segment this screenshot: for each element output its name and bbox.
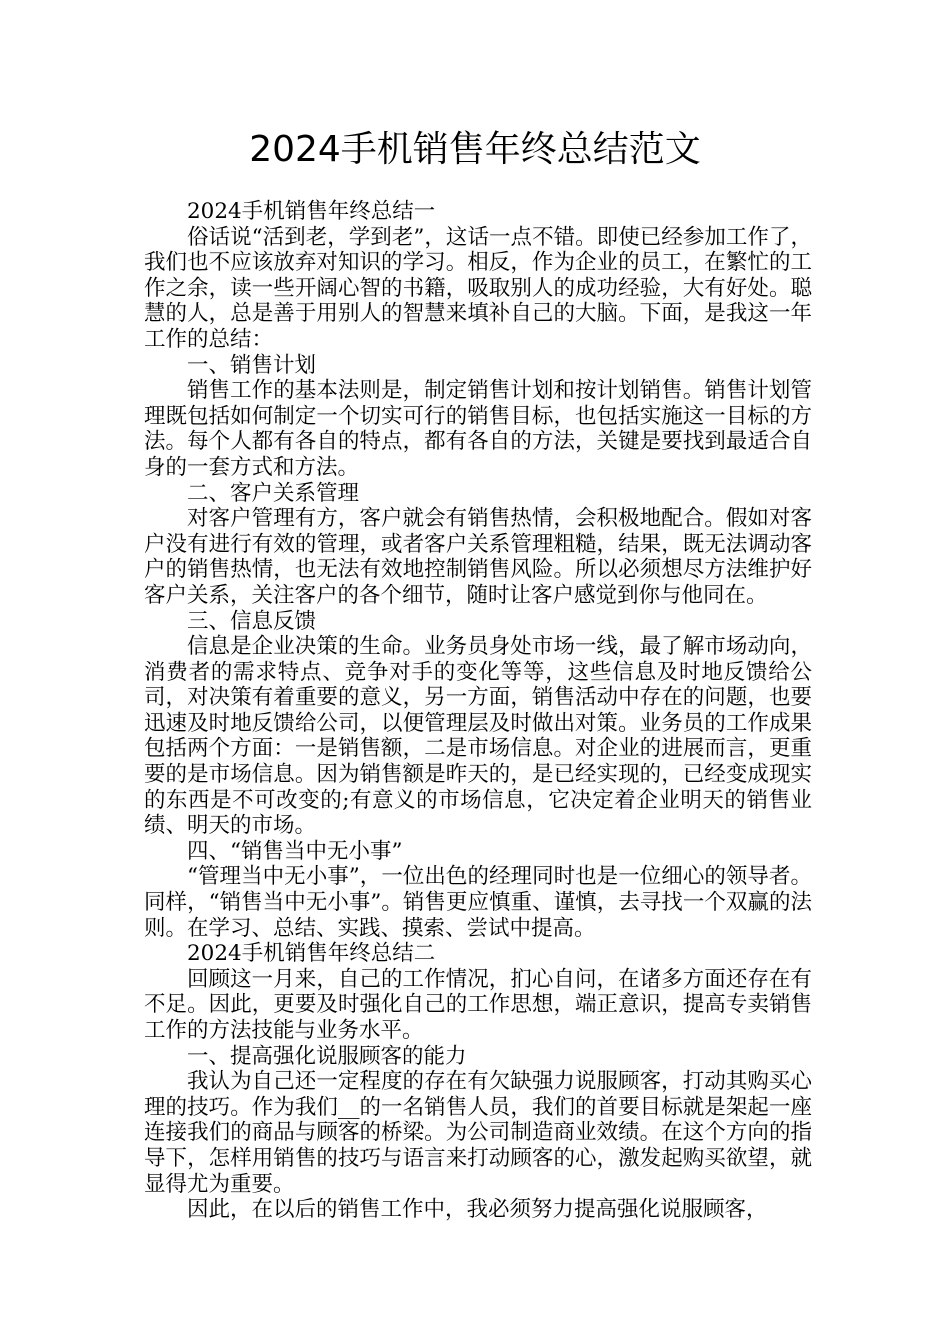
paragraph: 信息是企业决策的生命。业务员身处市场一线，最了解市场动向，消费者的需求特点、竞争对手的变化等等，这些信息及时地反馈给公司，对决策有着重要的意义，另一方面，销售活动中存在的问题，也要迅速及时地反馈给公司，以便管理层及时做出对策。业务员的工作成果包括两个方面：一是销售额，二是市场信息。对企业的进展而言，更重要的是市场信息。因为销售额是昨天的，是已经实现的，已经变成现实的东西是不可改变的;有意义的市场信息，它决定着企业明天的销售业绩、明天的市场。 <box>144 634 812 839</box>
section-heading: 一、提高强化说服顾客的能力 <box>187 1043 467 1069</box>
section-heading: 四、“销售当中无小事” <box>187 838 403 864</box>
section-heading: 二、客户关系管理 <box>187 480 360 506</box>
paragraph: 我认为自己还一定程度的存在有欠缺强力说服顾客，打动其购买心理的技巧。作为我们__的一名销售人员，我们的首要目标就是架起一座连接我们的商品与顾客的桥梁。为公司制造商业效绩。在这个方向的指导下，怎样用销售的技巧与语言来打动顾客的心，激发起购买欲望，就显得尤为重要。 <box>144 1069 812 1197</box>
document-title: 2024手机销售年终总结范文 <box>249 129 701 170</box>
paragraph: 对客户管理有方，客户就会有销售热情，会积极地配合。假如对客户没有进行有效的管理，或者客户关系管理粗糙，结果，既无法调动客户的销售热情，也无法有效地控制销售风险。所以必须想尽方法维护好客户关系，关注客户的各个细节，随时让客户感觉到你与他同在。 <box>144 506 812 608</box>
section-heading: 三、信息反馈 <box>187 608 317 634</box>
paragraph: “管理当中无小事”，一位出色的经理同时也是一位细心的领导者。同样，“销售当中无小事”。销售更应慎重、谨慎，去寻找一个双赢的法则。在学习、总结、实践、摸索、尝试中提高。 <box>144 864 812 941</box>
section-heading: 2024手机销售年终总结一 <box>187 199 436 224</box>
document-body <box>144 199 812 1223</box>
paragraph: 回顾这一月来，自己的工作情况，扪心自问，在诸多方面还存在有不足。因此，更要及时强化自己的工作思想，端正意识，提高专卖销售工作的方法技能与业务水平。 <box>144 966 812 1043</box>
section-heading: 一、销售计划 <box>187 352 317 378</box>
section-heading: 2024手机销售年终总结二 <box>187 941 436 967</box>
paragraph: 销售工作的基本法则是，制定销售计划和按计划销售。销售计划管理既包括如何制定一个切实可行的销售目标，也包括实施这一目标的方法。每个人都有各自的特点，都有各自的方法，关键是要找到最适合自身的一套方式和方法。 <box>144 378 812 480</box>
paragraph: 因此，在以后的销售工作中，我必须努力提高强化说服顾客， <box>187 1197 768 1223</box>
paragraph: 俗话说“活到老，学到老”，这话一点不错。即使已经参加工作了，我们也不应该放弃对知识的学习。相反，作为企业的员工，在繁忙的工作之余，读一些开阔心智的书籍，吸取别人的成功经验，大有好处。聪慧的人，总是善于用别人的智慧来填补自己的大脑。下面，是我这一年工作的总结： <box>144 224 812 352</box>
